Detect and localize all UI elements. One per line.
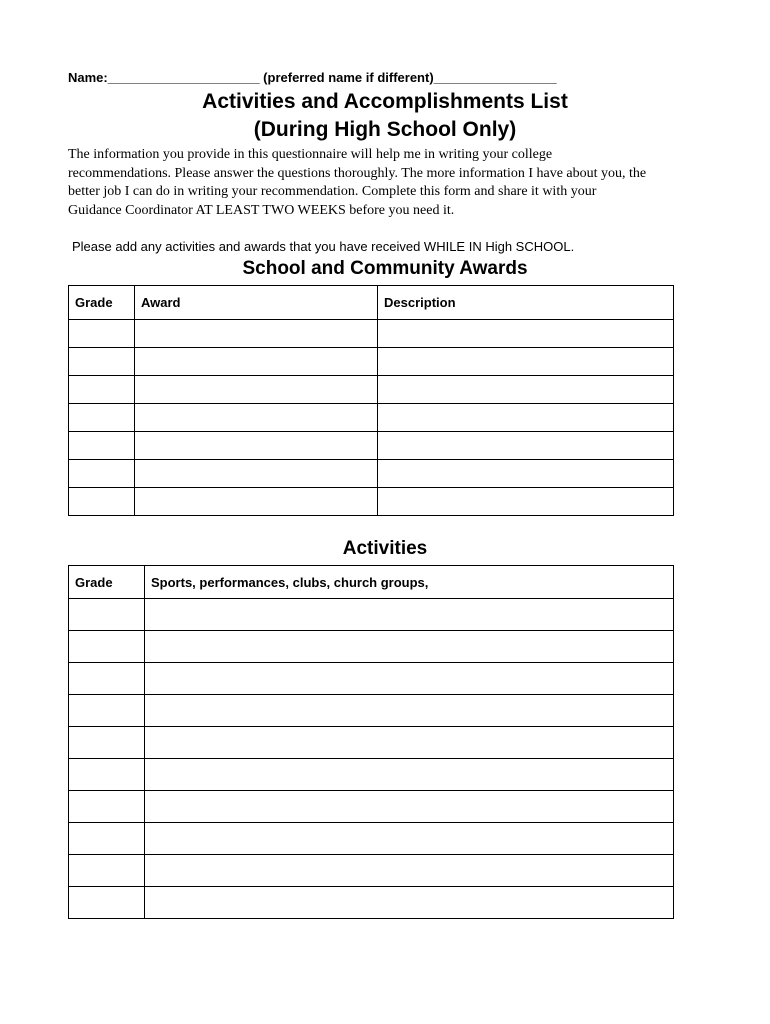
description-cell[interactable] — [378, 320, 674, 348]
instruction-text: Please add any activities and awards that you have received WHILE IN High SCHOOL. — [72, 239, 575, 254]
table-row — [69, 823, 674, 855]
activity-cell[interactable] — [145, 599, 674, 631]
activity-cell[interactable] — [145, 855, 674, 887]
table-row — [69, 695, 674, 727]
award-cell[interactable] — [135, 320, 378, 348]
activities-section-heading: Activities — [342, 538, 428, 559]
award-cell[interactable] — [135, 432, 378, 460]
activity-cell[interactable] — [145, 695, 674, 727]
grade-cell[interactable] — [69, 855, 145, 887]
activity-cell[interactable] — [145, 663, 674, 695]
activity-cell[interactable] — [145, 823, 674, 855]
table-row — [69, 432, 674, 460]
grade-cell[interactable] — [69, 376, 135, 404]
description-cell[interactable] — [378, 432, 674, 460]
table-row — [69, 855, 674, 887]
table-row — [69, 727, 674, 759]
activity-cell[interactable] — [145, 887, 674, 919]
table-row — [69, 460, 674, 488]
awards-table — [68, 285, 674, 516]
column-header-grade: Grade — [69, 566, 145, 599]
intro-paragraph — [68, 146, 708, 220]
description-cell[interactable] — [378, 460, 674, 488]
award-cell[interactable] — [135, 348, 378, 376]
page-title: Activities and Accomplishments List — [202, 90, 568, 113]
intro-line: better job I can do in writing your recommendation. Complete this form and share it with your — [68, 184, 597, 199]
table-row — [69, 887, 674, 919]
award-cell[interactable] — [135, 376, 378, 404]
table-header-row — [69, 286, 674, 320]
column-header-grade: Grade — [69, 286, 135, 320]
name-field-line[interactable]: Name:_____________________ (preferred name if different)_________________ — [68, 70, 557, 85]
award-cell[interactable] — [135, 404, 378, 432]
activity-cell[interactable] — [145, 631, 674, 663]
grade-cell[interactable] — [69, 887, 145, 919]
intro-line: Guidance Coordinator AT LEAST TWO WEEKS before you need it. — [68, 202, 455, 218]
grade-cell[interactable] — [69, 432, 135, 460]
page-subtitle: (During High School Only) — [253, 118, 517, 141]
awards-section-heading: School and Community Awards — [242, 258, 528, 279]
column-header-activities: Sports, performances, clubs, church groups, — [145, 566, 674, 599]
grade-cell[interactable] — [69, 599, 145, 631]
grade-cell[interactable] — [69, 727, 145, 759]
table-row — [69, 759, 674, 791]
description-cell[interactable] — [378, 404, 674, 432]
grade-cell[interactable] — [69, 791, 145, 823]
table-row — [69, 663, 674, 695]
description-cell[interactable] — [378, 348, 674, 376]
intro-line: recommendations. Please answer the questions thoroughly. The more information I have about you, the — [68, 165, 647, 181]
table-row — [69, 631, 674, 663]
table-row — [69, 488, 674, 516]
grade-cell[interactable] — [69, 460, 135, 488]
grade-cell[interactable] — [69, 488, 135, 516]
table-row — [69, 376, 674, 404]
table-row — [69, 599, 674, 631]
grade-cell[interactable] — [69, 823, 145, 855]
grade-cell[interactable] — [69, 348, 135, 376]
table-row — [69, 791, 674, 823]
table-row — [69, 320, 674, 348]
grade-cell[interactable] — [69, 759, 145, 791]
grade-cell[interactable] — [69, 695, 145, 727]
grade-cell[interactable] — [69, 320, 135, 348]
column-header-description: Description — [378, 286, 674, 320]
table-header-row — [69, 566, 674, 599]
grade-cell[interactable] — [69, 404, 135, 432]
activity-cell[interactable] — [145, 791, 674, 823]
grade-cell[interactable] — [69, 631, 145, 663]
intro-line: The information you provide in this questionnaire will help me in writing your college — [68, 147, 553, 162]
award-cell[interactable] — [135, 460, 378, 488]
award-cell[interactable] — [135, 488, 378, 516]
activity-cell[interactable] — [145, 759, 674, 791]
grade-cell[interactable] — [69, 663, 145, 695]
description-cell[interactable] — [378, 376, 674, 404]
activity-cell[interactable] — [145, 727, 674, 759]
activities-table — [68, 565, 674, 919]
table-row — [69, 404, 674, 432]
column-header-award: Award — [135, 286, 378, 320]
description-cell[interactable] — [378, 488, 674, 516]
table-row — [69, 348, 674, 376]
